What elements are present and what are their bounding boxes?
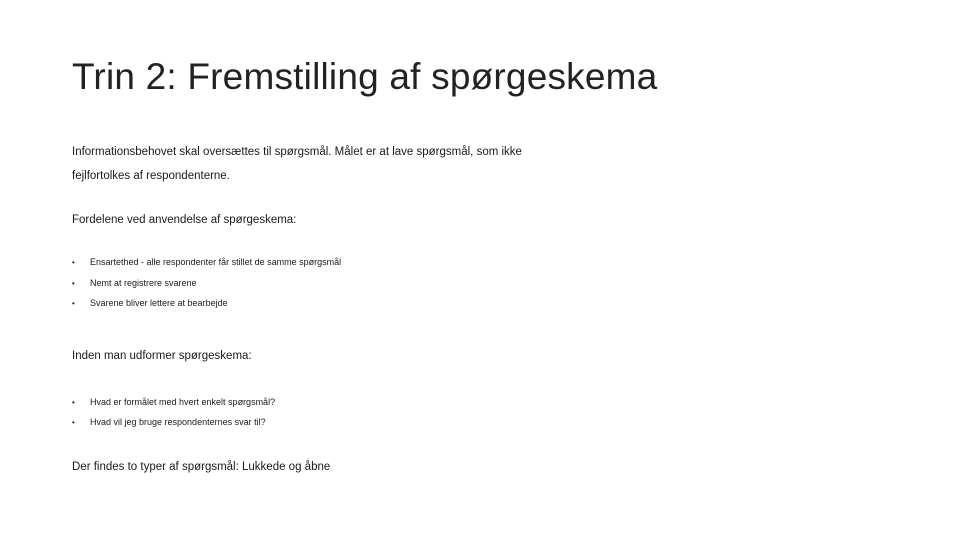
bullet-icon: • [72, 279, 75, 288]
bullet-icon: • [72, 418, 75, 427]
intro-line-1: Informationsbehovet skal oversættes til spørgsmål. Målet er at lave spørgsmål, som ikke [72, 146, 522, 158]
closing-text: Der findes to typer af spørgsmål: Lukkede og åbne [72, 461, 331, 473]
list-item [72, 298, 228, 308]
advantage-text: Ensartethed - alle respondenter får stillet de samme spørgsmål [90, 257, 342, 267]
slide-title: Trin 2: Fremstilling af spørgeskema [72, 56, 658, 97]
advantages-heading: Fordelene ved anvendelse af spørgeskema: [72, 214, 297, 226]
bullet-icon: • [72, 258, 75, 267]
before-item-text: Hvad vil jeg bruge respondenternes svar til? [90, 417, 266, 427]
advantage-text: Svarene bliver lettere at bearbejde [90, 298, 228, 308]
list-item [72, 278, 197, 288]
list-item [72, 417, 266, 427]
list-item [72, 257, 341, 267]
before-heading: Inden man udformer spørgeskema: [72, 350, 252, 362]
intro-line-2: fejlfortolkes af respondenterne. [72, 170, 230, 182]
bullet-icon: • [72, 398, 75, 407]
bullet-icon: • [72, 299, 75, 308]
list-item [72, 397, 275, 407]
advantage-text: Nemt at registrere svarene [90, 278, 197, 288]
before-item-text: Hvad er formålet med hvert enkelt spørgsmål? [90, 397, 276, 407]
